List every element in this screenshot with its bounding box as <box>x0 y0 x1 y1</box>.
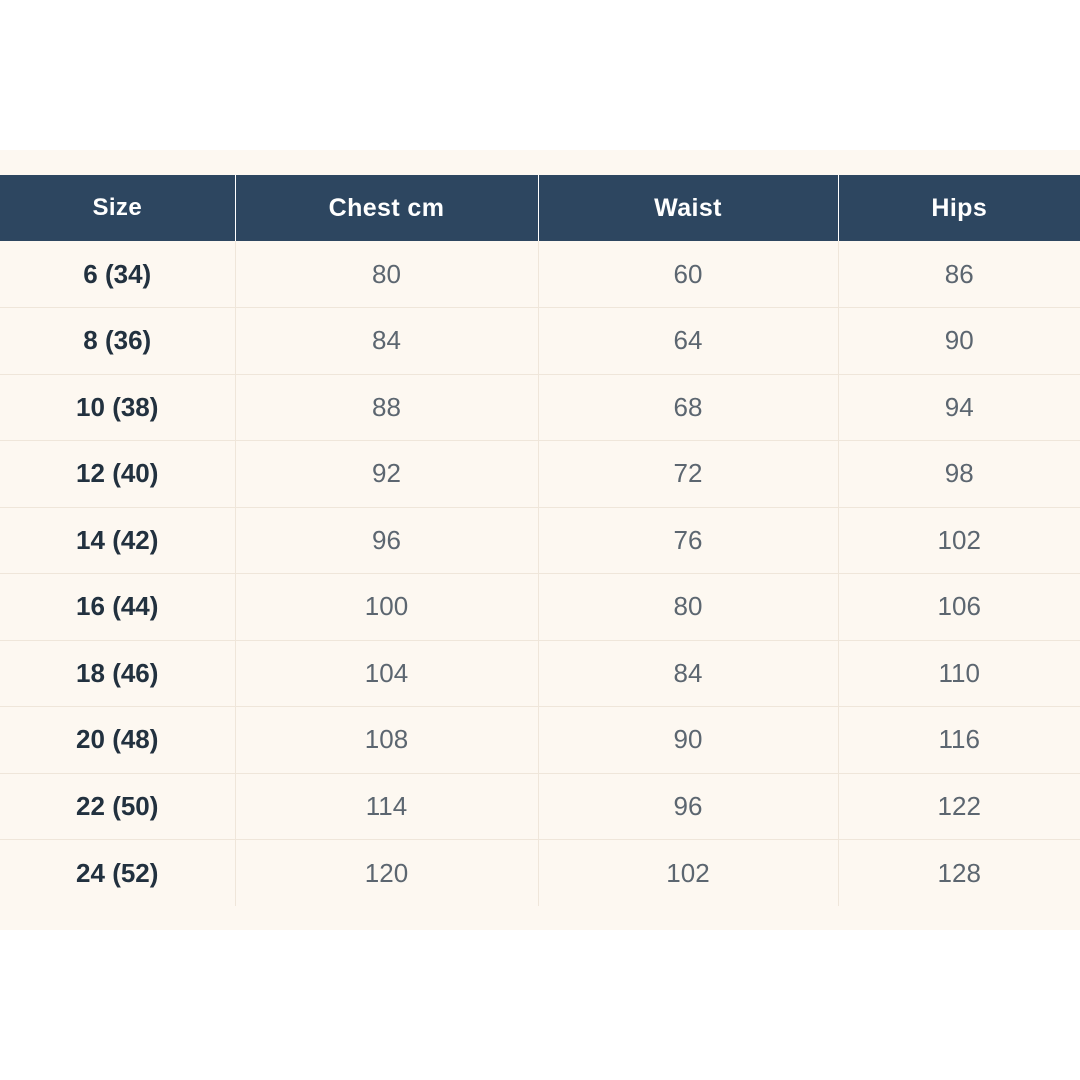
size-table-container <box>0 175 1080 906</box>
cell-chest: 80 <box>235 241 538 308</box>
column-header-waist: Waist <box>538 175 838 241</box>
cell-size: 24 (52) <box>0 840 235 907</box>
column-header-chest: Chest cm <box>235 175 538 241</box>
cell-hips: 102 <box>838 507 1080 574</box>
cell-size: 20 (48) <box>0 707 235 774</box>
cell-size: 8 (36) <box>0 308 235 375</box>
table-header <box>0 175 1080 241</box>
table-row <box>0 640 1080 707</box>
cell-waist: 72 <box>538 441 838 508</box>
table-row <box>0 707 1080 774</box>
cell-waist: 90 <box>538 707 838 774</box>
table-row <box>0 574 1080 641</box>
cell-waist: 60 <box>538 241 838 308</box>
cell-chest: 104 <box>235 640 538 707</box>
cell-size: 12 (40) <box>0 441 235 508</box>
cell-waist: 80 <box>538 574 838 641</box>
cell-hips: 128 <box>838 840 1080 907</box>
table-row <box>0 441 1080 508</box>
cell-hips: 110 <box>838 640 1080 707</box>
cell-waist: 76 <box>538 507 838 574</box>
cell-size: 18 (46) <box>0 640 235 707</box>
cell-chest: 88 <box>235 374 538 441</box>
column-header-size: Size <box>0 175 235 241</box>
table-row <box>0 374 1080 441</box>
table-header-row <box>0 175 1080 241</box>
column-header-hips: Hips <box>838 175 1080 241</box>
cell-waist: 84 <box>538 640 838 707</box>
table-body <box>0 241 1080 906</box>
size-table <box>0 175 1080 906</box>
cell-chest: 96 <box>235 507 538 574</box>
cell-hips: 94 <box>838 374 1080 441</box>
cell-size: 14 (42) <box>0 507 235 574</box>
cell-chest: 100 <box>235 574 538 641</box>
cell-chest: 120 <box>235 840 538 907</box>
cell-chest: 84 <box>235 308 538 375</box>
cell-hips: 122 <box>838 773 1080 840</box>
cell-size: 16 (44) <box>0 574 235 641</box>
table-row <box>0 773 1080 840</box>
cell-hips: 90 <box>838 308 1080 375</box>
cell-hips: 86 <box>838 241 1080 308</box>
cell-size: 10 (38) <box>0 374 235 441</box>
table-row <box>0 840 1080 907</box>
cell-size: 22 (50) <box>0 773 235 840</box>
table-row <box>0 241 1080 308</box>
cell-size: 6 (34) <box>0 241 235 308</box>
cell-chest: 114 <box>235 773 538 840</box>
cell-chest: 108 <box>235 707 538 774</box>
cell-waist: 96 <box>538 773 838 840</box>
table-row <box>0 507 1080 574</box>
cell-waist: 102 <box>538 840 838 907</box>
cell-hips: 106 <box>838 574 1080 641</box>
cell-hips: 116 <box>838 707 1080 774</box>
cell-hips: 98 <box>838 441 1080 508</box>
cell-chest: 92 <box>235 441 538 508</box>
cell-waist: 64 <box>538 308 838 375</box>
cell-waist: 68 <box>538 374 838 441</box>
table-row <box>0 308 1080 375</box>
